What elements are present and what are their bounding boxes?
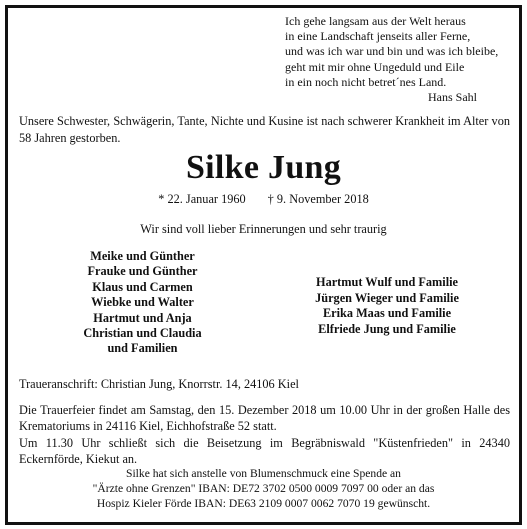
donation-line: Silke hat sich anstelle von Blumenschmuck eine Spende an — [126, 467, 401, 480]
mourner-entry: Klaus und Carmen — [92, 279, 193, 294]
donation-line: Hospiz Kieler Förde IBAN: DE63 2109 0007 0062 7070 19 gewünscht. — [96, 497, 431, 510]
sadness-text: Wir sind voll lieber Erinnerungen und sehr traurig — [140, 222, 387, 236]
deceased-name: Silke Jung — [185, 149, 342, 186]
donation-request — [0, 466, 527, 511]
poem-line: geht mit mir ohne Ungeduld und Eile — [285, 59, 465, 74]
mourner-entry: Jürgen Wieger und Familie — [315, 290, 459, 305]
mourners-relatives-list — [283, 275, 491, 337]
mourner-entry: Erika Maas und Familie — [322, 306, 452, 321]
life-dates — [0, 192, 527, 207]
mourner-entry: und Familien — [107, 341, 178, 356]
mourner-entry: Meike und Günther — [90, 249, 195, 263]
donation-line: "Ärzte ohne Grenzen" IBAN: DE72 3702 0500 0009 7097 00 oder an das — [92, 482, 435, 495]
poem-author: Hans Sahl — [428, 90, 477, 104]
mourner-entry: Elfriede Jung und Familie — [318, 321, 456, 336]
burial-paragraph: Um 11.30 Uhr schließt sich die Beisetzung im Begräbniswald "Küstenfrieden" in 24340 Eckernförde, Kiekut an. — [19, 435, 510, 467]
mourner-entry: Wiebke und Walter — [91, 295, 194, 310]
mourners-family-list — [55, 249, 230, 357]
poem-line: und was ich war und bin und was ich bleibe, — [285, 44, 499, 59]
mourner-entry: Hartmut Wulf und Familie — [316, 275, 458, 289]
poem-line: Ich gehe langsam aus der Welt heraus — [285, 14, 466, 28]
death-date: † 9. November 2018 — [267, 192, 369, 206]
poem-line: in ein noch nicht betret´nes Land. — [285, 74, 447, 89]
birth-date: * 22. Januar 1960 — [158, 192, 246, 206]
poem-line: in eine Landschaft jenseits aller Ferne, — [285, 29, 471, 44]
intro-text: Unsere Schwester, Schwägerin, Tante, Nichte und Kusine ist nach schwerer Krankheit im Alter von 58 Jahren gestorben. — [19, 114, 510, 145]
mourner-entry: Frauke und Günther — [87, 264, 198, 279]
mourner-entry: Hartmut und Anja — [93, 310, 192, 325]
ceremony-info — [19, 402, 510, 468]
mourning-address: Traueranschrift: Christian Jung, Knorrstr. 14, 24106 Kiel — [19, 377, 299, 391]
mourner-entry: Christian und Claudia — [83, 326, 202, 341]
poem-block — [285, 14, 505, 90]
ceremony-paragraph: Die Trauerfeier findet am Samstag, den 15. Dezember 2018 um 10.00 Uhr in der großen Halle des Krematoriums in 24116 Kiel, Eichhofstraße 52 statt. — [19, 403, 510, 434]
